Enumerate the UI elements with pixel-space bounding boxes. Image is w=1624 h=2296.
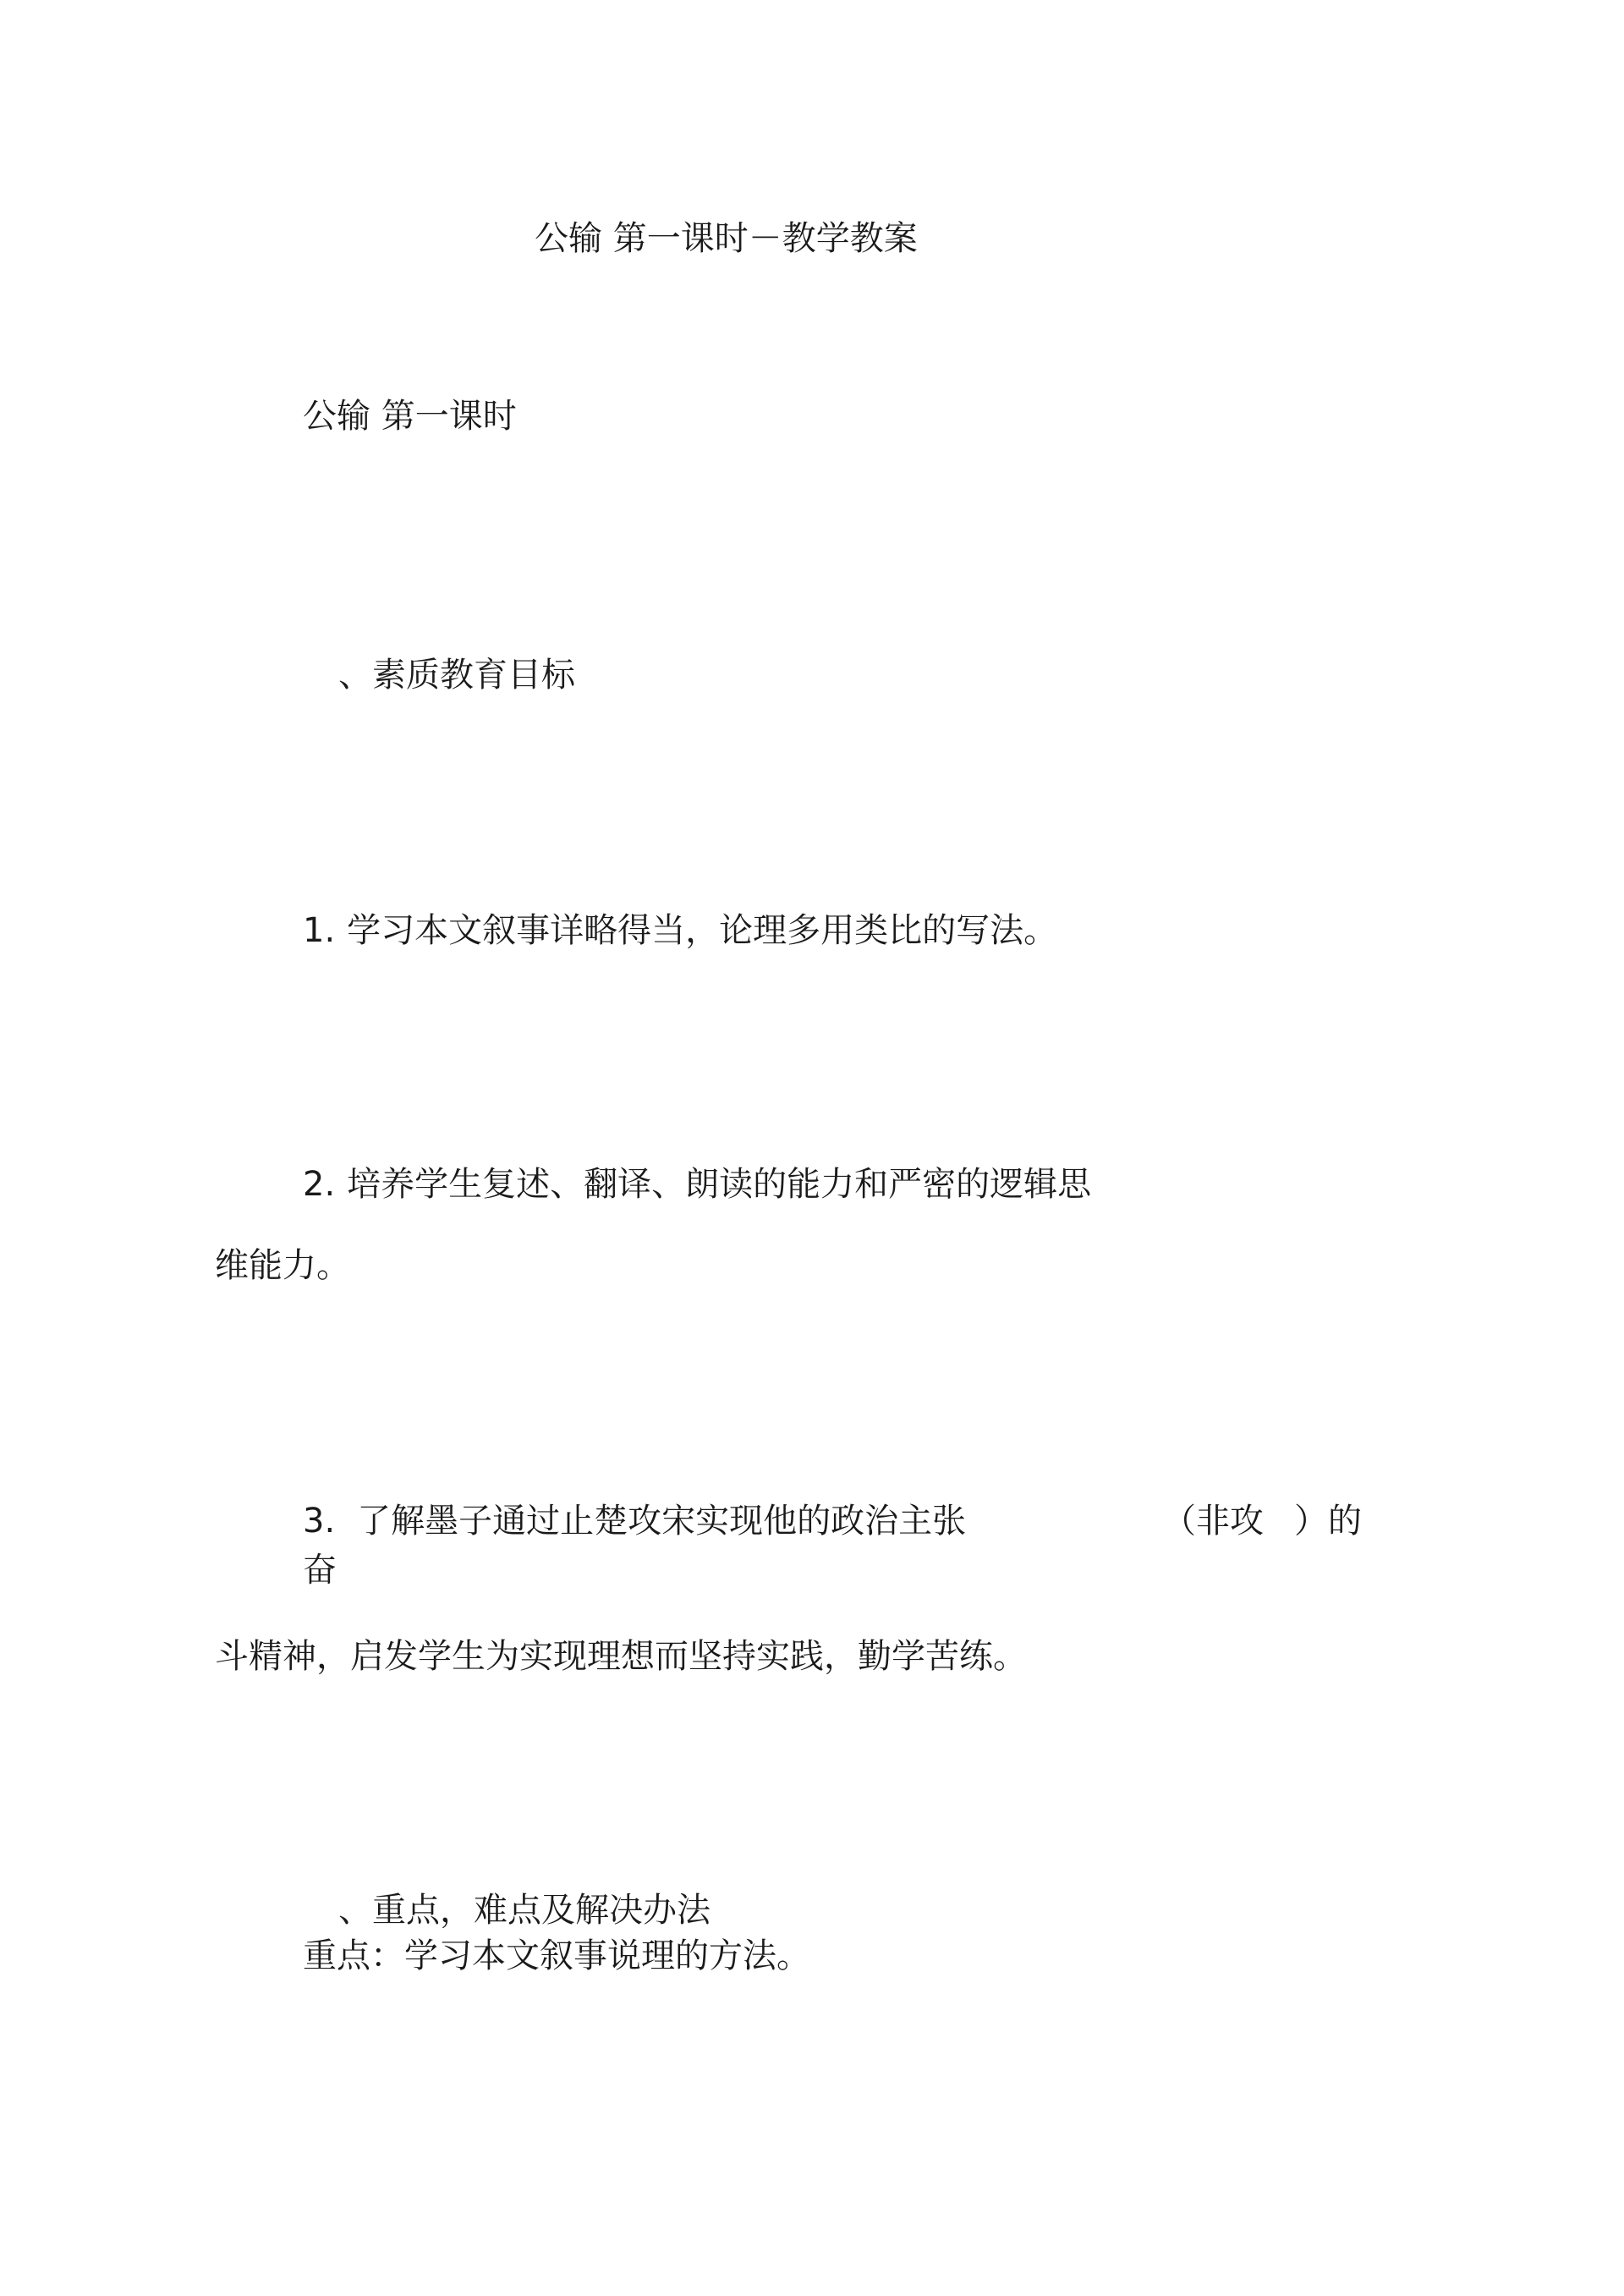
key-point-text: 重点：学习本文叙事说理的方法。	[303, 1936, 810, 1975]
goal-item-3-parenthetical	[1162, 1499, 1362, 1543]
paren-close-text: ）的	[1294, 1502, 1362, 1541]
document-subtitle: 公输 第一课时	[303, 397, 517, 436]
goal-item-text: 了解墨子通过止楚攻宋实现他的政治主张	[357, 1502, 967, 1541]
goal-item-number: 2.	[303, 1165, 336, 1204]
goal-item-3-continuation: 斗精神，启发学生为实现理想而坚持实践，勤学苦练。	[215, 1637, 1027, 1676]
document-title: 公输 第一课时－教学教案	[535, 219, 918, 258]
section-heading-key-points: 、重点，难点及解决办法	[338, 1891, 710, 1930]
goal-item-number: 3.	[303, 1502, 336, 1541]
goal-item-text: 学习本文叙事详略得当，论理多用类比的写法。	[347, 911, 1058, 950]
goal-item-1	[303, 909, 1057, 953]
section-heading-goals: 、素质教育目标	[338, 656, 575, 695]
goal-item-text: 培养学生复述、翻译、朗读的能力和严密的逻辑思	[347, 1165, 1092, 1204]
goal-item-3	[303, 1499, 966, 1543]
goal-item-2-continuation: 维能力。	[215, 1246, 350, 1285]
goal-item-3-wrap: 奋	[303, 1551, 337, 1590]
paren-open-text: （非攻	[1162, 1502, 1264, 1541]
goal-item-2	[303, 1162, 1091, 1206]
goal-item-number: 1.	[303, 911, 336, 950]
